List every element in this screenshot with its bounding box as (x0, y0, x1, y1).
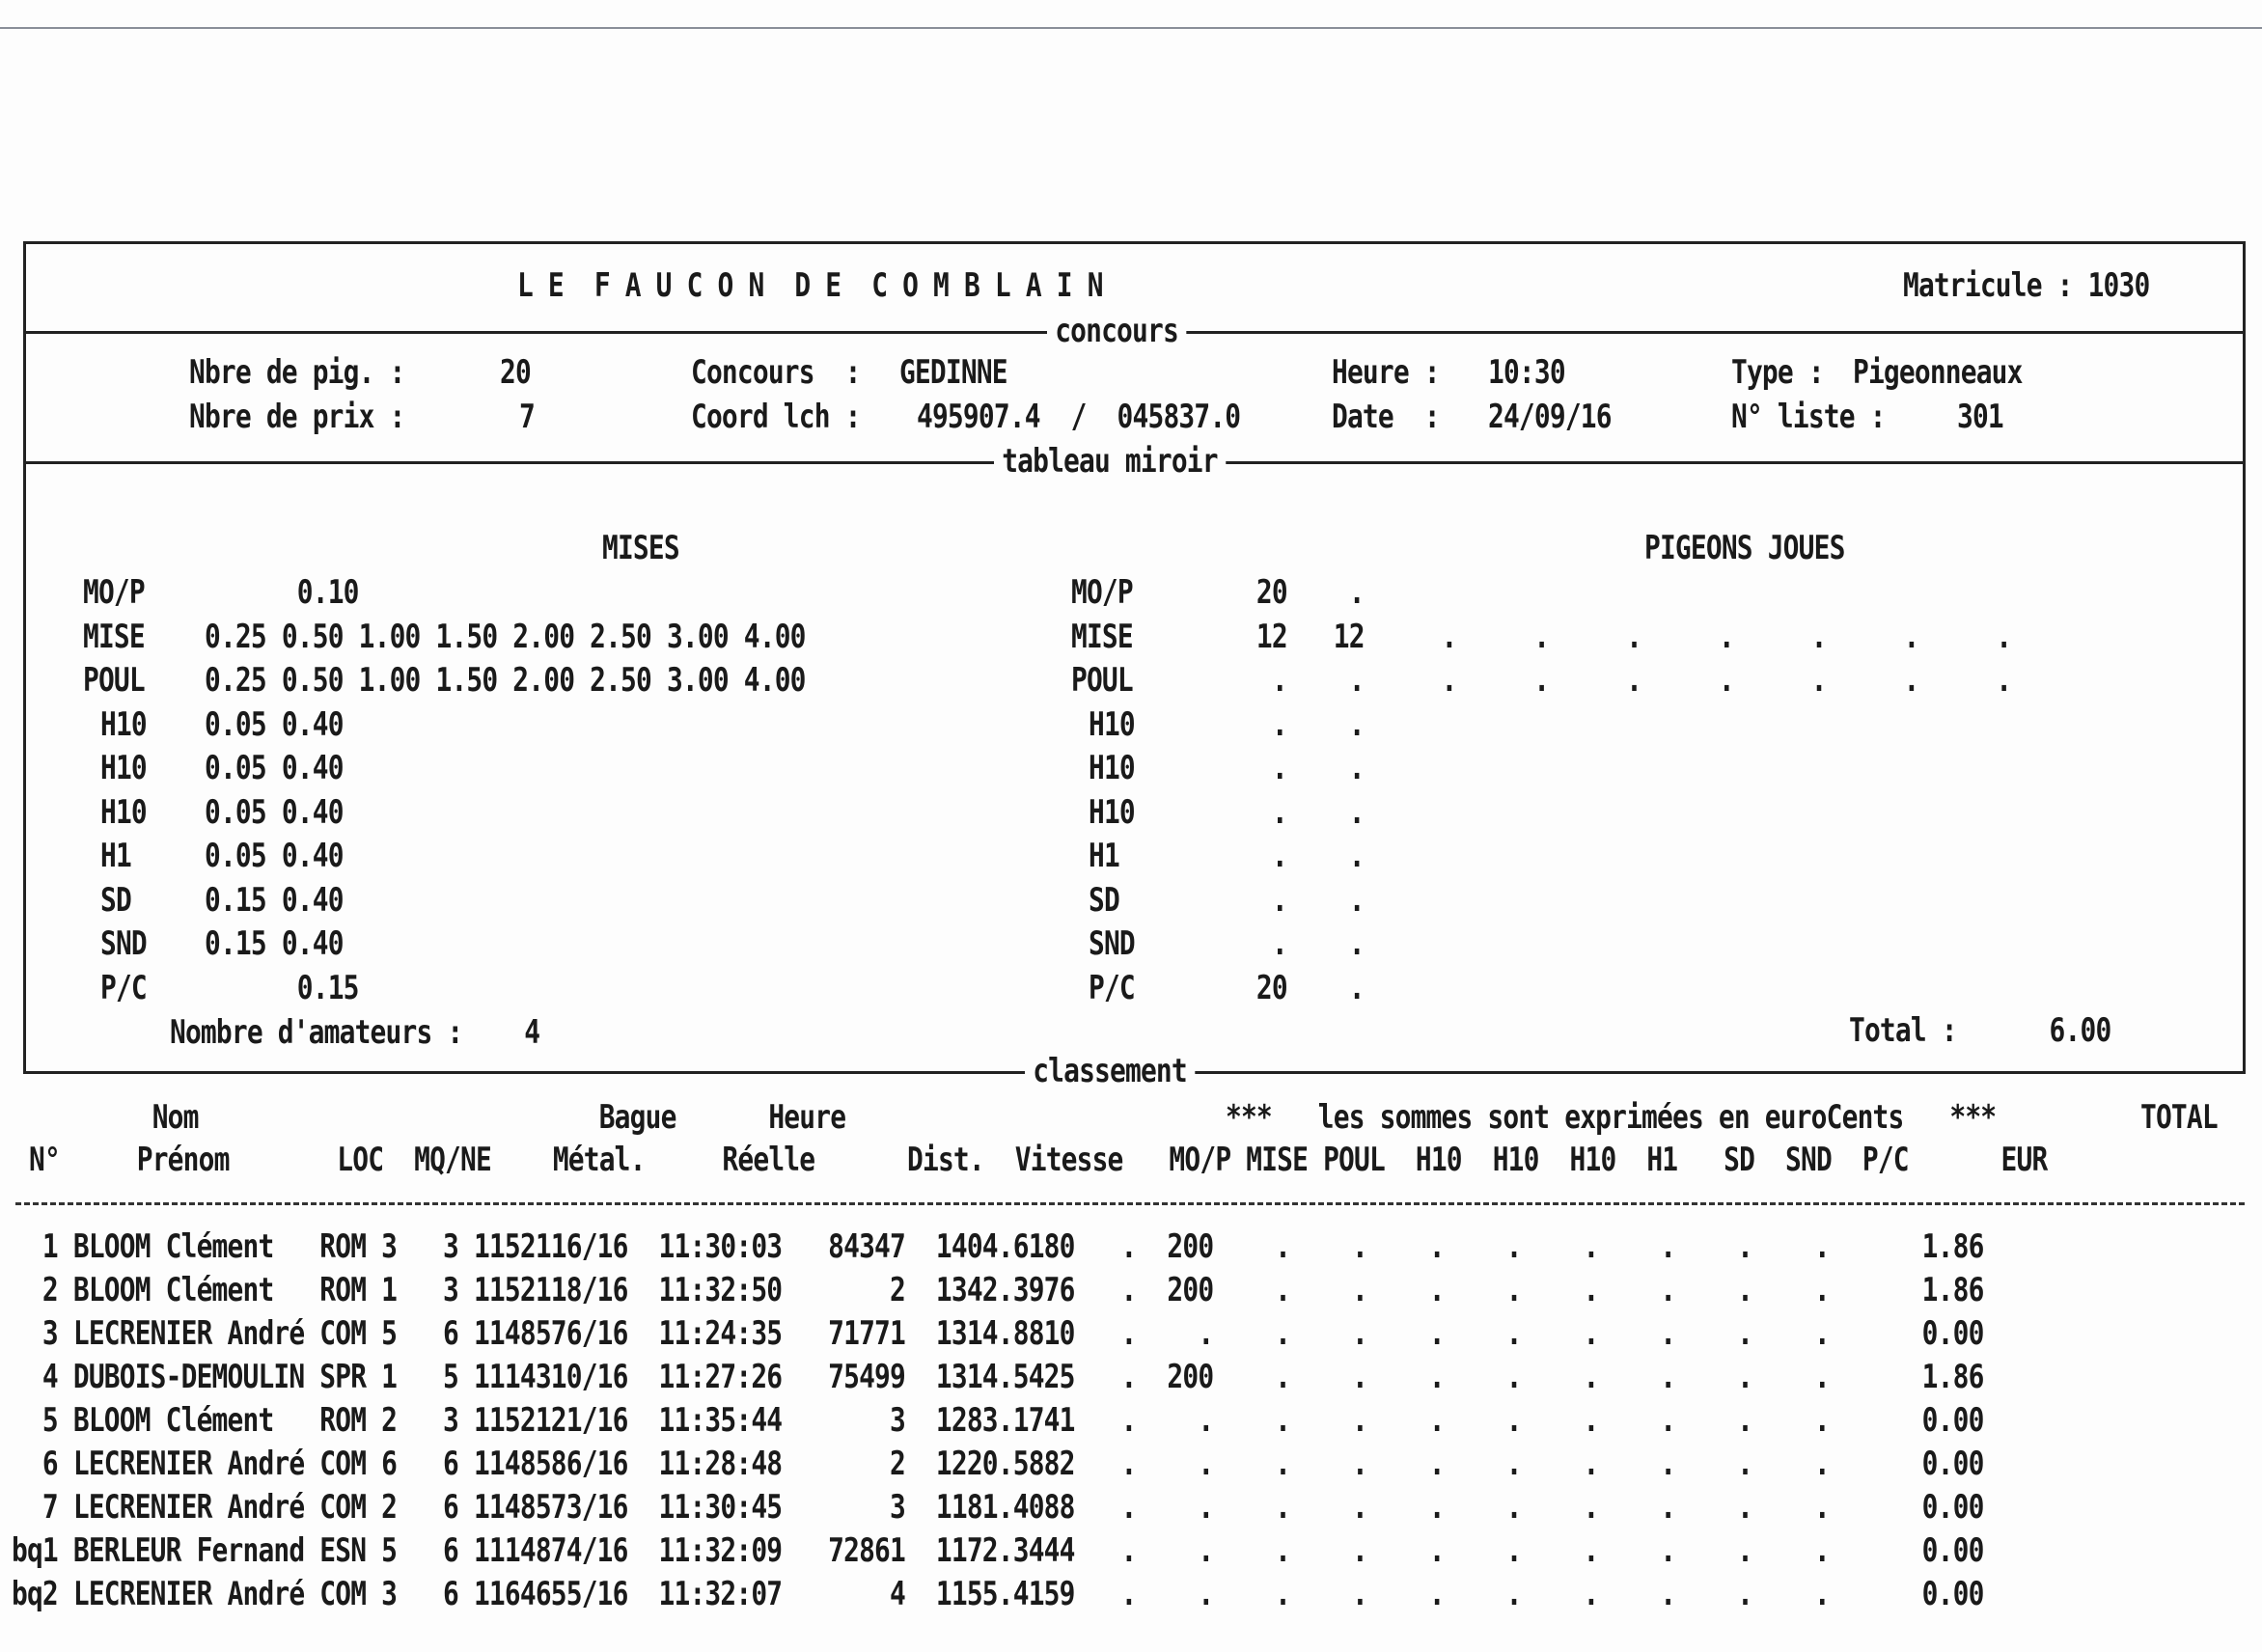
frame-top (23, 241, 2246, 244)
mises-label: H10 (100, 705, 147, 744)
coord-value: 495907.4 / 045837.0 (917, 398, 1241, 436)
pigeons-label: H1 (1089, 837, 1119, 875)
pigeons-values: . . (1226, 837, 1365, 875)
pigeons-values: . . . . . . . . . (1226, 661, 2012, 700)
liste-value: 301 (1957, 398, 2003, 436)
mises-values: 0.05 0.40 (205, 793, 344, 832)
pigeons-values: 20 . (1226, 969, 1365, 1007)
pigeons-values: 20 . (1226, 573, 1365, 612)
frame-right (2243, 241, 2246, 1073)
concours-label: Concours : (691, 353, 861, 392)
type-label: Type : (1731, 353, 1824, 392)
total-eur-head: TOTAL (2140, 1098, 2218, 1137)
frame-left (23, 241, 26, 1073)
table-row: 6 LECRENIER André COM 6 6 1148586/16 11:28:48 2 1220.5882 . . . . . . . . . . 0.00 (12, 1445, 1984, 1483)
mises-values: 0.15 (205, 969, 359, 1007)
mises-label: H1 (100, 837, 131, 875)
pigeons-label: H10 (1089, 749, 1135, 787)
pigeons-values: . . (1226, 881, 1365, 920)
nbre-pig-value: 20 (500, 353, 531, 392)
section-classement: classement (1025, 1052, 1195, 1090)
table-row: bq1 BERLEUR Fernand ESN 5 6 1114874/16 11:32:09 72861 1172.3444 . . . . . . . . . . 0.00 (12, 1531, 1984, 1570)
dashed-separator (15, 1202, 2245, 1205)
liste-label: N° liste : (1731, 398, 1886, 436)
section-tableau-miroir: tableau miroir (994, 442, 1226, 481)
pigeons-label: MISE (1071, 618, 1133, 656)
table-head-row1: Nom Bague Heure (29, 1098, 1216, 1137)
pigeons-values: . . (1226, 705, 1365, 744)
date-label: Date : (1332, 398, 1440, 436)
mises-label: MO/P (83, 573, 145, 612)
heure-value: 10:30 (1488, 353, 1565, 392)
mises-label: SND (100, 924, 147, 963)
pigeons-label: H10 (1089, 705, 1135, 744)
nbre-pig-label: Nbre de pig. : (189, 353, 405, 392)
mises-label: MISE (83, 618, 145, 656)
pigeons-values: . . (1226, 793, 1365, 832)
type-value: Pigeonneaux (1853, 353, 2023, 392)
heure-label: Heure : (1332, 353, 1440, 392)
pigeons-label: P/C (1089, 969, 1135, 1007)
table-row: 3 LECRENIER André COM 5 6 1148576/16 11:24:35 71771 1314.8810 . . . . . . . . . . 0.00 (12, 1314, 1984, 1353)
mises-values: 0.25 0.50 1.00 1.50 2.00 2.50 3.00 4.00 (205, 661, 806, 700)
table-row: bq2 LECRENIER André COM 3 6 1164655/16 11:32:07 4 1155.4159 . . . . . . . . . . 0.00 (12, 1575, 1984, 1613)
sums-note: *** les sommes sont exprimées en euroCents *** (1226, 1098, 1997, 1137)
pigeons-label: H10 (1089, 793, 1135, 832)
nbre-prix-value: 7 (519, 398, 535, 436)
pigeons-values: 12 12 . . . . . . . (1226, 618, 2012, 656)
table-row: 5 BLOOM Clément ROM 2 3 1152121/16 11:35:44 3 1283.1741 . . . . . . . . . . 0.00 (12, 1401, 1984, 1440)
nbre-prix-label: Nbre de prix : (189, 398, 405, 436)
pigeons-label: POUL (1071, 661, 1133, 700)
table-row: 1 BLOOM Clément ROM 3 3 1152116/16 11:30:03 84347 1404.6180 . 200 . . . . . . . . 1.86 (12, 1227, 1984, 1266)
section-concours: concours (1047, 312, 1186, 350)
mises-label: SD (100, 881, 131, 920)
mises-title: MISES (602, 529, 679, 567)
pigeons-values: . . (1226, 924, 1365, 963)
pigeons-label: SD (1089, 881, 1119, 920)
mises-values: 0.25 0.50 1.00 1.50 2.00 2.50 3.00 4.00 (205, 618, 806, 656)
mises-values: 0.05 0.40 (205, 705, 344, 744)
matricule: Matricule : 1030 (1903, 266, 2150, 305)
mises-label: H10 (100, 749, 147, 787)
total: Total : 6.00 (1849, 1011, 2111, 1050)
coord-label: Coord lch : (691, 398, 861, 436)
mises-values: 0.05 0.40 (205, 837, 344, 875)
mises-values: 0.15 0.40 (205, 924, 344, 963)
table-head-row2: N° Prénom LOC MQ/NE Métal. Réelle Dist. Vitesse MO/P MISE POUL H10 H10 H10 H1 SD SND P/C EUR (29, 1141, 2048, 1179)
amateurs-count: Nombre d'amateurs : 4 (170, 1013, 540, 1052)
page-top-edge (0, 27, 2262, 29)
mises-label: P/C (100, 969, 147, 1007)
mises-label: H10 (100, 793, 147, 832)
pigeons-label: SND (1089, 924, 1135, 963)
concours-value: GEDINNE (899, 353, 1007, 392)
mises-values: 0.10 (205, 573, 359, 612)
table-row: 2 BLOOM Clément ROM 1 3 1152118/16 11:32:50 2 1342.3976 . 200 . . . . . . . . 1.86 (12, 1271, 1984, 1309)
table-row: 4 DUBOIS-DEMOULIN SPR 1 5 1114310/16 11:27:26 75499 1314.5425 . 200 . . . . . . . . 1.86 (12, 1358, 1984, 1396)
date-value: 24/09/16 (1488, 398, 1612, 436)
pigeons-values: . . (1226, 749, 1365, 787)
mises-label: POUL (83, 661, 145, 700)
pigeons-label: MO/P (1071, 573, 1133, 612)
mises-values: 0.15 0.40 (205, 881, 344, 920)
pigeons-title: PIGEONS JOUES (1644, 529, 1845, 567)
mises-values: 0.05 0.40 (205, 749, 344, 787)
table-row: 7 LECRENIER André COM 2 6 1148573/16 11:30:45 3 1181.4088 . . . . . . . . . . 0.00 (12, 1488, 1984, 1527)
club-title: L E F A U C O N D E C O M B L A I N (517, 266, 1103, 305)
